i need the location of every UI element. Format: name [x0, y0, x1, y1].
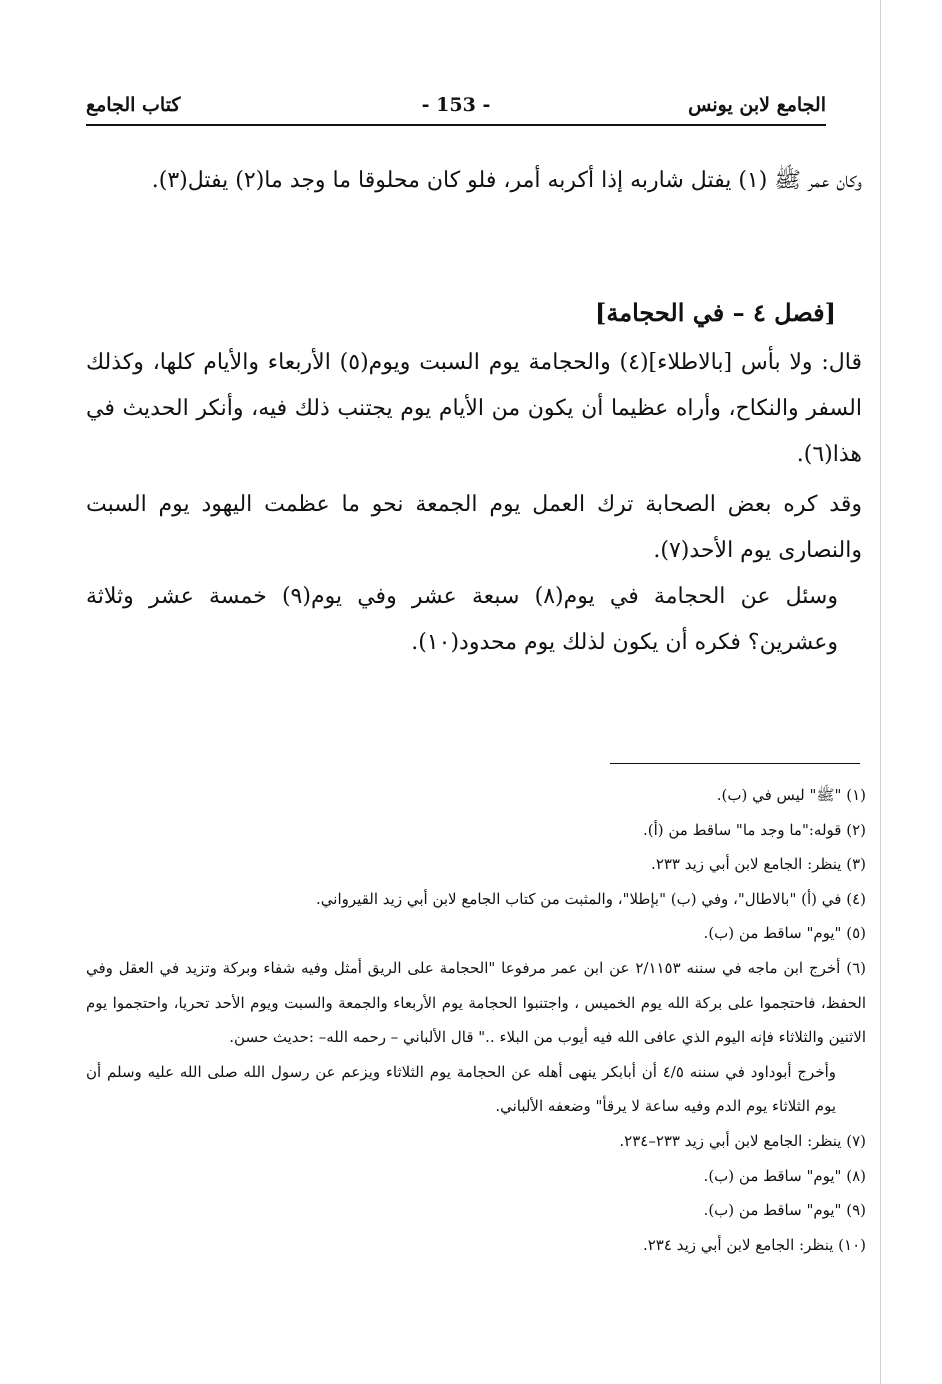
- footnote-5: (٥) "يوم" ساقط من (ب).: [703, 924, 866, 943]
- paragraph-4: [86, 574, 862, 666]
- footnote-4: (٤) في (أ) "بالاطال"، وفي (ب) "بإطلا"، والمثبت من كتاب الجامع لابن أبي زيد القيرواني.: [316, 889, 866, 908]
- paragraph-1: [86, 158, 862, 204]
- footnote-8: (٨) "يوم" ساقط من (ب).: [703, 1166, 866, 1185]
- footnote-7: (٧) ينظر: الجامع لابن أبي زيد ٢٣٣–٢٣٤.: [619, 1131, 866, 1150]
- paragraph-text: قال: ولا بأس [بالاطلاء](٤) والحجامة يوم السبت ويوم(٥) الأربعاء والأيام كلها، وكذلك السفر والنكاح، وأراه عظيما أن يكون من الأيام يوم يجتنب ذلك فيه، وأنكر الحديث في هذا(٦).: [86, 350, 862, 467]
- paragraph-text: وقد كره بعض الصحابة ترك العمل يوم الجمعة نحو ما عظمت اليهود يوم السبت والنصارى يوم الأحد(٧).: [86, 492, 862, 563]
- page-binding-edge: [880, 0, 881, 1384]
- footnote-3: (٣) ينظر: الجامع لابن أبي زيد ٢٣٣.: [651, 855, 866, 874]
- footnote-1: (١) "ﷺ" ليس في (ب).: [716, 786, 866, 804]
- footnote-10: (١٠) ينظر: الجامع لابن أبي زيد ٢٣٤.: [642, 1235, 866, 1254]
- footnote-6-continuation: وأخرج أبوداود في سننه ٤/٥ أن أبابكر ينهى أهله عن الحجامة يوم الثلاثاء ويزعم عن رسول الله صلى الله عليه وسلم أن يوم الثلاثاء يوم الدم وفيه ساعة لا يرقأ" وضعفه الألباني.: [86, 1062, 837, 1116]
- footnote-2: (٢) قوله:"ما وجد ما" ساقط من (أ).: [642, 820, 866, 839]
- page-number: - 153 -: [421, 94, 491, 116]
- running-header: [86, 92, 826, 126]
- footnote-9: (٩) "يوم" ساقط من (ب).: [703, 1201, 866, 1220]
- header-chapter-title: كتاب الجامع: [86, 94, 181, 116]
- paragraph-2: [86, 340, 862, 478]
- paragraph-3: [86, 482, 862, 574]
- paragraph-text: وسئل عن الحجامة في يوم(٨) سبعة عشر وفي يوم(٩) خمسة عشر وثلاثة وعشرين؟ فكره أن يكون لذلك يوم محدود(١٠).: [86, 584, 838, 655]
- header-book-title: الجامع لابن يونس: [688, 94, 826, 116]
- footnote-separator: [610, 763, 860, 764]
- section-heading: [فصل ٤ – في الحجامة]: [595, 298, 836, 327]
- footnotes: [86, 778, 866, 1262]
- paragraph-text: وكان عمر ﷺ (١) يفتل شاربه إذا أكربه أمر، فلو كان محلوقا ما وجد ما(٢) يفتل(٣).: [151, 168, 862, 193]
- footnote-6: (٦) أخرج ابن ماجه في سننه ٢/١١٥٣ عن ابن عمر مرفوعا "الحجامة على الريق أمثل وفيه شفاء وبركة وتزيد في العقل وفي الحفظ، فاحتجموا على بركة الله يوم الخميس ، واجتنبوا الحجامة يوم الأربعاء والجمعة والسبت ويوم الأحد تحريا، واحتجموا يوم الاثنين والثلاثاء فإنه اليوم الذي عافى الله فيه أيوب من البلاء .." قال الألباني – رحمه الله– :حديث حسن.: [86, 958, 866, 1047]
